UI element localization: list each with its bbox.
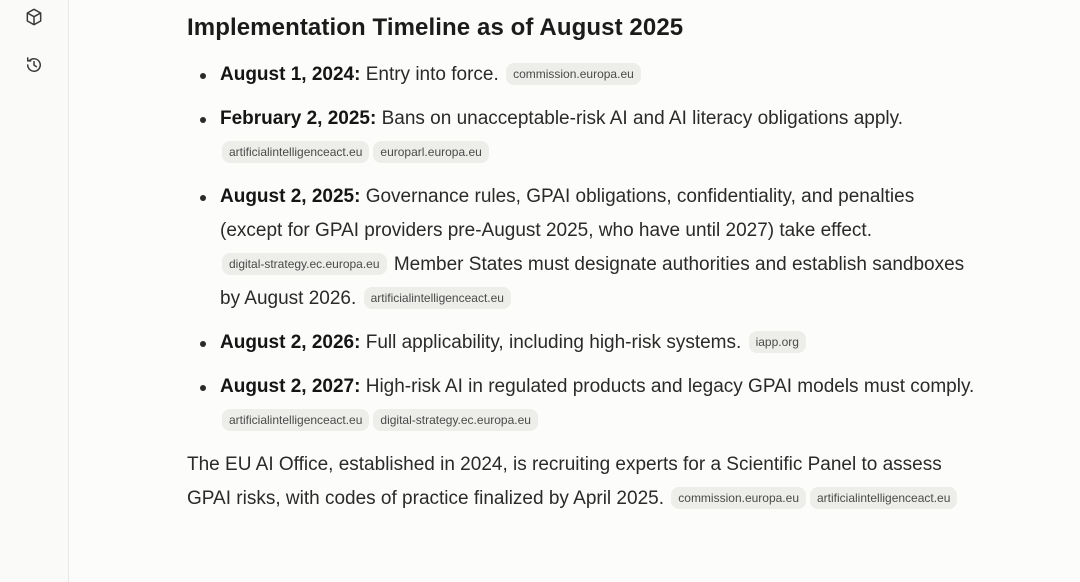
- sidebar: [0, 0, 69, 582]
- history-button[interactable]: [22, 53, 46, 77]
- list-item: [187, 102, 977, 170]
- section-title: Implementation Timeline as of August 2025: [187, 14, 684, 41]
- item-text: High-risk AI in regulated products and legacy GPAI models must comply.: [360, 376, 975, 397]
- paragraph-text: The EU AI Office, established in 2024, is recruiting experts for a Scientific Panel to assess GPAI risks, with codes of practice finalized by April 2025.: [187, 454, 942, 509]
- item-text: Governance rules, GPAI obligations, confidentiality, and penalties (except for GPAI providers pre-August 2025, who have until 2027) take effect.: [220, 186, 915, 241]
- cube-icon: [24, 7, 44, 27]
- summary-paragraph: [187, 448, 977, 516]
- source-chip[interactable]: europarl.europa.eu: [373, 141, 488, 163]
- item-text: Full applicability, including high-risk systems.: [360, 332, 747, 353]
- source-chip[interactable]: iapp.org: [749, 331, 806, 353]
- item-text: Bans on unacceptable-risk AI and AI literacy obligations apply.: [376, 108, 903, 129]
- response-content: [187, 12, 977, 516]
- item-date: August 2, 2026:: [220, 332, 361, 353]
- list-item: [187, 326, 977, 360]
- item-date: August 2, 2025:: [220, 186, 361, 207]
- source-chip[interactable]: artificialintelligenceact.eu: [222, 141, 369, 163]
- source-chip[interactable]: artificialintelligenceact.eu: [222, 409, 369, 431]
- main-panel: [69, 0, 1080, 582]
- list-item: [187, 180, 977, 316]
- item-text: Entry into force.: [360, 64, 505, 85]
- item-date: February 2, 2025:: [220, 108, 377, 129]
- source-chip[interactable]: digital-strategy.ec.europa.eu: [222, 253, 387, 275]
- list-item: [187, 58, 977, 92]
- source-chip[interactable]: commission.europa.eu: [671, 487, 806, 509]
- history-icon: [24, 55, 44, 75]
- timeline-list: [187, 58, 977, 438]
- list-item: [187, 370, 977, 438]
- source-chip[interactable]: digital-strategy.ec.europa.eu: [373, 409, 538, 431]
- source-chip[interactable]: commission.europa.eu: [506, 63, 641, 85]
- cube-button[interactable]: [22, 5, 46, 29]
- item-text-continued: Member States must designate authorities and establish sandboxes by August 2026.: [220, 254, 965, 309]
- source-chip[interactable]: artificialintelligenceact.eu: [364, 287, 511, 309]
- source-chip[interactable]: artificialintelligenceact.eu: [810, 487, 957, 509]
- item-date: August 1, 2024:: [220, 64, 361, 85]
- item-date: August 2, 2027:: [220, 376, 361, 397]
